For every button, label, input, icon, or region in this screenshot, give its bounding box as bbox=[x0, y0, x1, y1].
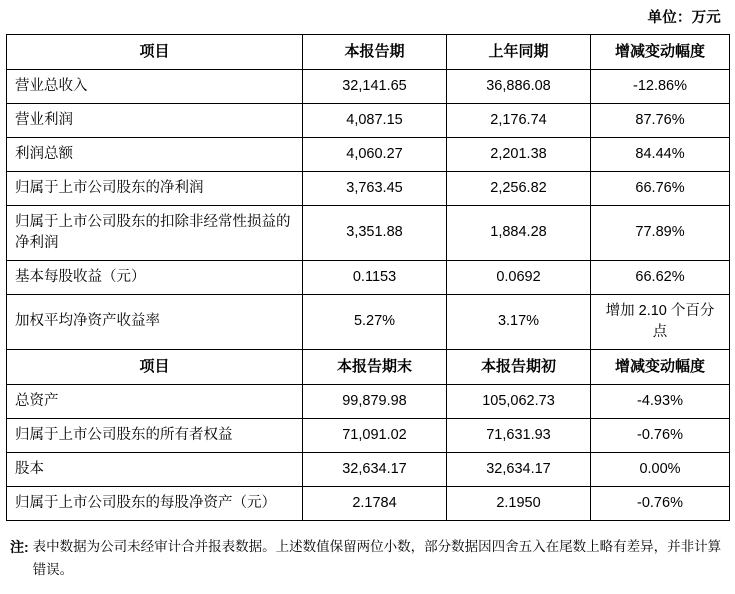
row-value-prior: 0.0692 bbox=[447, 260, 591, 294]
table-row bbox=[7, 294, 730, 349]
table-row bbox=[7, 452, 730, 486]
column-header-period-begin: 本报告期初 bbox=[447, 349, 591, 384]
row-value-period-begin: 32,634.17 bbox=[447, 452, 591, 486]
column-header-change: 增减变动幅度 bbox=[591, 349, 730, 384]
row-value-change: -0.76% bbox=[591, 418, 730, 452]
footnote bbox=[6, 535, 729, 582]
row-value-period-begin: 71,631.93 bbox=[447, 418, 591, 452]
column-header-item: 项目 bbox=[7, 35, 303, 70]
table-row bbox=[7, 418, 730, 452]
row-value-change: -12.86% bbox=[591, 69, 730, 103]
row-label: 归属于上市公司股东的扣除非经常性损益的净利润 bbox=[7, 205, 303, 260]
footnote-label: 注: bbox=[10, 538, 29, 555]
row-value-prior: 2,201.38 bbox=[447, 137, 591, 171]
table-row bbox=[7, 137, 730, 171]
row-value-current: 32,141.65 bbox=[303, 69, 447, 103]
table-row bbox=[7, 384, 730, 418]
row-value-prior: 3.17% bbox=[447, 294, 591, 349]
row-value-current: 4,087.15 bbox=[303, 103, 447, 137]
table-row bbox=[7, 171, 730, 205]
column-header-item: 项目 bbox=[7, 349, 303, 384]
row-value-period-end: 71,091.02 bbox=[303, 418, 447, 452]
row-value-current: 3,763.45 bbox=[303, 171, 447, 205]
income-statement-table bbox=[6, 34, 730, 521]
row-value-prior: 36,886.08 bbox=[447, 69, 591, 103]
row-value-current: 5.27% bbox=[303, 294, 447, 349]
table-row bbox=[7, 69, 730, 103]
row-value-period-end: 2.1784 bbox=[303, 486, 447, 520]
row-label: 营业总收入 bbox=[7, 69, 303, 103]
row-value-current: 3,351.88 bbox=[303, 205, 447, 260]
row-label: 归属于上市公司股东的所有者权益 bbox=[7, 418, 303, 452]
column-header-period-end: 本报告期末 bbox=[303, 349, 447, 384]
row-value-period-end: 99,879.98 bbox=[303, 384, 447, 418]
row-label: 利润总额 bbox=[7, 137, 303, 171]
column-header-current-period: 本报告期 bbox=[303, 35, 447, 70]
row-value-change: 66.62% bbox=[591, 260, 730, 294]
row-value-current: 0.1153 bbox=[303, 260, 447, 294]
table-row bbox=[7, 486, 730, 520]
row-label: 总资产 bbox=[7, 384, 303, 418]
row-value-prior: 1,884.28 bbox=[447, 205, 591, 260]
row-value-period-begin: 105,062.73 bbox=[447, 384, 591, 418]
footnote-text: 表中数据为公司未经审计合并报表数据。上述数值保留两位小数，部分数据因四舍五入在尾数上略有差异，并非计算错误。 bbox=[32, 538, 722, 578]
row-value-prior: 2,176.74 bbox=[447, 103, 591, 137]
table-row bbox=[7, 103, 730, 137]
table-header-row-balance bbox=[7, 349, 730, 384]
column-header-change: 增减变动幅度 bbox=[591, 35, 730, 70]
row-value-period-end: 32,634.17 bbox=[303, 452, 447, 486]
table-header-row bbox=[7, 35, 730, 70]
table-row bbox=[7, 205, 730, 260]
row-value-change: 增加 2.10 个百分点 bbox=[591, 294, 730, 349]
row-label: 营业利润 bbox=[7, 103, 303, 137]
row-label: 归属于上市公司股东的每股净资产（元） bbox=[7, 486, 303, 520]
row-label: 归属于上市公司股东的净利润 bbox=[7, 171, 303, 205]
unit-note: 单位：万元 bbox=[647, 10, 721, 26]
row-label: 股本 bbox=[7, 452, 303, 486]
row-value-change: 84.44% bbox=[591, 137, 730, 171]
row-value-period-begin: 2.1950 bbox=[447, 486, 591, 520]
row-value-change: 66.76% bbox=[591, 171, 730, 205]
row-value-prior: 2,256.82 bbox=[447, 171, 591, 205]
row-value-change: -4.93% bbox=[591, 384, 730, 418]
row-label: 加权平均净资产收益率 bbox=[7, 294, 303, 349]
row-value-change: 87.76% bbox=[591, 103, 730, 137]
row-value-current: 4,060.27 bbox=[303, 137, 447, 171]
row-label: 基本每股收益（元） bbox=[7, 260, 303, 294]
row-value-change: 77.89% bbox=[591, 205, 730, 260]
column-header-prior-period: 上年同期 bbox=[447, 35, 591, 70]
table-row bbox=[7, 260, 730, 294]
row-value-change: 0.00% bbox=[591, 452, 730, 486]
row-value-change: -0.76% bbox=[591, 486, 730, 520]
